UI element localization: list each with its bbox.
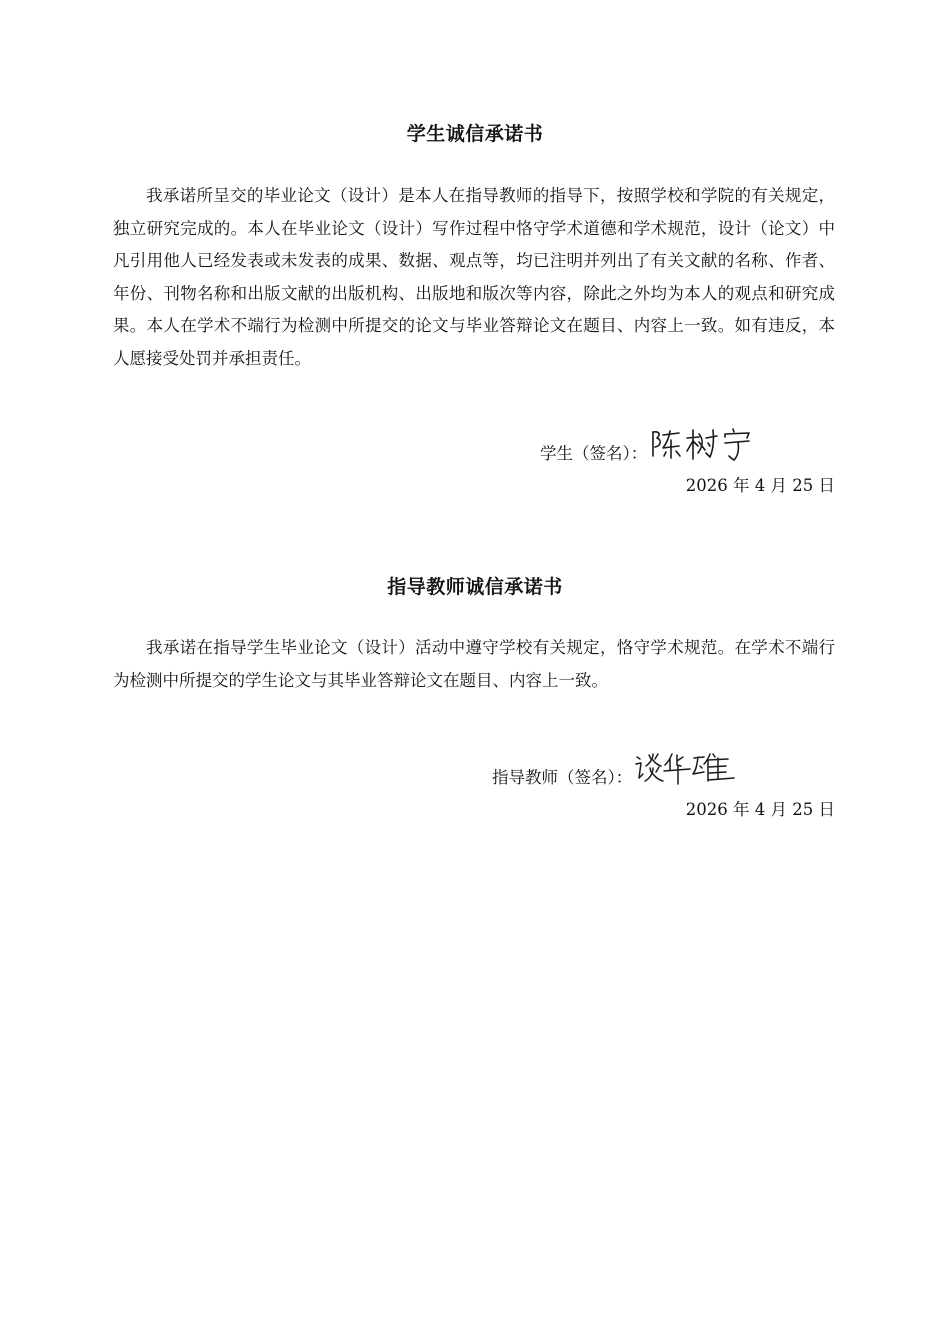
advisor-signature-line <box>492 752 738 790</box>
advisor-handwritten-signature <box>634 748 738 790</box>
student-signature-label: 学生（签名）： <box>540 444 648 463</box>
advisor-pledge-body: 我承诺在指导学生毕业论文（设计）活动中遵守学校有关规定，恪守学术规范。在学术不端行为检测中所提交的学生论文与其毕业答辩论文在题目、内容上一致。 <box>113 638 835 690</box>
advisor-pledge-title: 指导教师诚信承诺书 <box>387 576 563 598</box>
student-pledge-body: 我承诺所呈交的毕业论文（设计）是本人在指导教师的指导下，按照学校和学院的有关规定，独立研究完成的。本人在毕业论文（设计）写作过程中恪守学术道德和学术规范，设计（论文）中凡引用他人已经发表或未发表的成果、数据、观点等，均已注明并列出了有关文献的名称、作者、年份、刊物名称和出版文献的出版机构、出版地和版次等内容，除此之外均为本人的观点和研究成果。本人在学术不端行为检测中所提交的论文与毕业答辩论文在题目、内容上一致。如有违反，本人愿接受处罚并承担责任。 <box>113 186 835 368</box>
student-signature-line <box>540 430 761 466</box>
student-pledge-title: 学生诚信承诺书 <box>406 123 544 145</box>
advisor-pledge-date: 2026 年 4 月 25 日 <box>685 800 835 819</box>
student-handwritten-signature <box>649 426 761 466</box>
student-pledge-date: 2026 年 4 月 25 日 <box>685 476 835 495</box>
advisor-signature-label: 指导教师（签名）： <box>492 768 633 787</box>
